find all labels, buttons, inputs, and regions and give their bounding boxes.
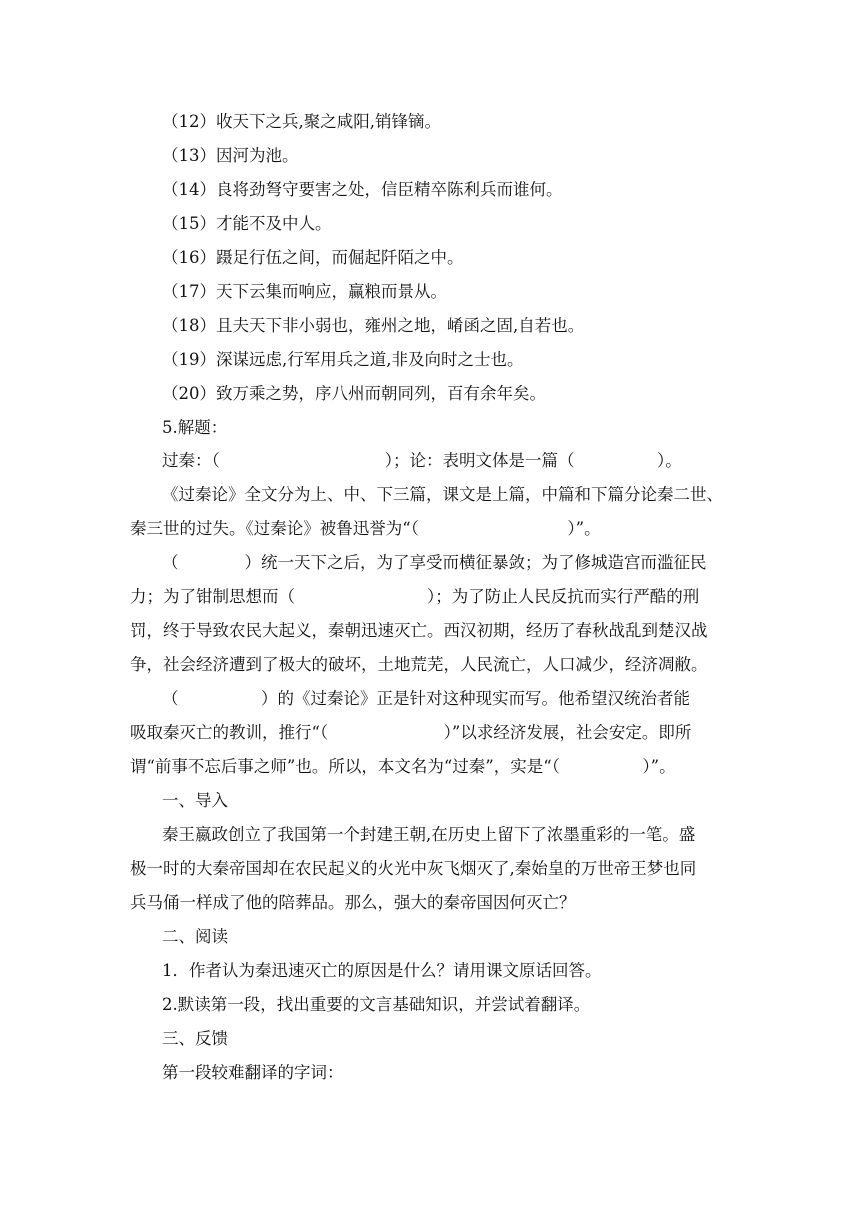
part2-q1: 1．作者认为秦迅速灭亡的原因是什么？请用课文原话回答。 — [162, 961, 602, 980]
section5-p3-line1: （ ）的《过秦论》正是针对这种现实而写。他希望汉统治者能 — [162, 689, 690, 708]
part1-line1: 秦王嬴政创立了我国第一个封建王朝,在历史上留下了浓墨重彩的一笔。盛 — [162, 825, 696, 844]
section5-p1-line1: 《过秦论》全文分为上、中、下三篇，课文是上篇，中篇和下篇分论秦二世、 — [162, 485, 723, 504]
section5-p2-line3: 罚，终于导致农民大起义，秦朝迅速灭亡。西汉初期，经历了春秋战乱到楚汉战 — [130, 621, 708, 640]
section5-title-line: 过秦：（ ）；论：表明文体是一篇（ ）。 — [162, 451, 682, 470]
item-14: （14）良将劲弩守要害之处，信臣精卒陈利兵而谁何。 — [162, 180, 563, 199]
section5-p2-line1: （ ）统一天下之后，为了享受而横征暴敛；为了修城造宫而滥征民 — [162, 553, 707, 572]
section5-p1-line2: 秦三世的过失。《过秦论》被鲁迅誉为“（ ）”。 — [130, 519, 601, 538]
item-12: （12）收天下之兵,聚之咸阳,销锋镝。 — [162, 112, 441, 131]
section5-p2-line2: 力；为了钳制思想而（ ）；为了防止人民反抗而实行严酷的刑 — [130, 587, 700, 606]
section5-p3-line3: 谓“前事不忘后事之师”也。所以，本文名为“过秦”，实是“（ ）”。 — [130, 757, 676, 776]
item-19: （19）深谋远虑,行军用兵之道,非及向时之士也。 — [162, 350, 524, 369]
section5-p3-line2: 吸取秦灭亡的教训，推行“（ ）”以求经济发展，社会安定。即所 — [130, 723, 692, 742]
part3-text: 第一段较难翻译的字词： — [162, 1063, 344, 1082]
item-15: （15）才能不及中人。 — [162, 214, 332, 233]
item-16: （16）蹑足行伍之间，而倔起阡陌之中。 — [162, 248, 464, 267]
section5-heading: 5.解题： — [162, 418, 228, 437]
item-17: （17）天下云集而响应，赢粮而景从。 — [162, 282, 447, 301]
part2-q2: 2.默读第一段，找出重要的文言基础知识，并尝试着翻译。 — [162, 995, 591, 1014]
item-20: （20）致万乘之势，序八州而朝同列，百有余年矣。 — [162, 384, 546, 403]
part2-heading: 二、阅读 — [162, 927, 228, 946]
part1-line2: 极一时的大秦帝国却在农民起义的火光中灰飞烟灭了,秦始皇的万世帝王梦也同 — [130, 859, 697, 878]
section5-p2-line4: 争，社会经济遭到了极大的破坏，土地荒芜，人民流亡，人口减少，经济凋敝。 — [130, 655, 708, 674]
part1-line3: 兵马俑一样成了他的陪葬品。那么，强大的秦帝国因何灭亡？ — [130, 893, 576, 912]
part1-heading: 一、导入 — [162, 791, 228, 810]
item-13: （13）因河为池。 — [162, 146, 299, 165]
part3-heading: 三、反馈 — [162, 1029, 228, 1048]
item-18: （18）且夫天下非小弱也，雍州之地，崤函之固,自若也。 — [162, 316, 585, 335]
